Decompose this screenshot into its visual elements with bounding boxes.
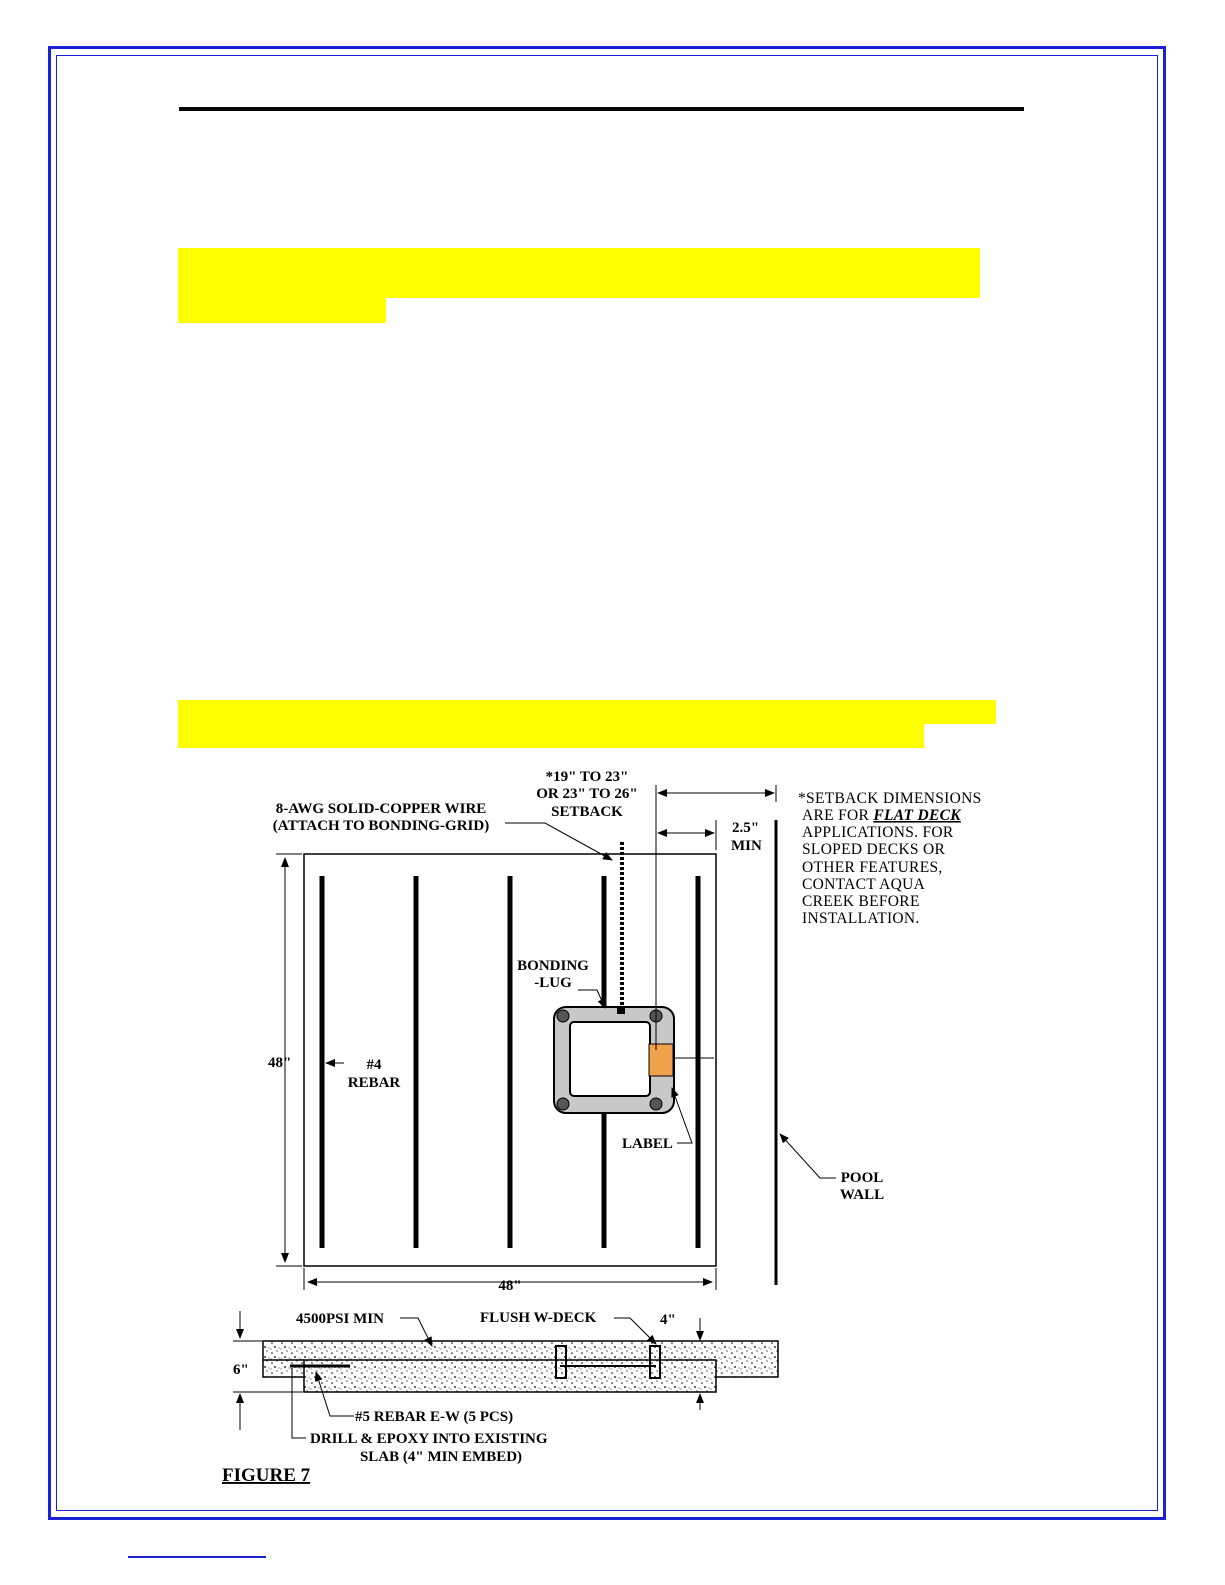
thickness-label: 6" — [233, 1362, 249, 1378]
rebar-label-line1: #4 — [366, 1057, 382, 1073]
figure-caption: FIGURE 7 — [222, 1465, 311, 1486]
svg-text:*SETBACK DIMENSIONS: *SETBACK DIMENSIONS — [798, 790, 982, 807]
setback-line1: *19" TO 23" — [545, 769, 629, 785]
bonding-line1: BONDING — [517, 958, 589, 974]
svg-text:ARE FOR FLAT DECK: ARE FOR FLAT DECK — [802, 807, 961, 824]
svg-text:OTHER FEATURES,: OTHER FEATURES, — [802, 859, 943, 876]
bonding-line2: -LUG — [534, 975, 572, 991]
wire-line2: (ATTACH TO BONDING-GRID) — [272, 818, 490, 834]
min-dim-value: 2.5" — [732, 820, 760, 836]
svg-text:CONTACT AQUA: CONTACT AQUA — [802, 876, 926, 893]
setback-line2: OR 23" TO 26" — [536, 786, 638, 802]
flush-label: FLUSH W-DECK — [480, 1310, 597, 1326]
concrete-spec: 4500PSI MIN — [296, 1311, 384, 1327]
setback-note — [798, 790, 982, 927]
depth-label: 4" — [660, 1312, 676, 1328]
label-callout: LABEL — [622, 1136, 673, 1152]
min-dim-label: MIN — [731, 838, 762, 854]
svg-text:APPLICATIONS. FOR: APPLICATIONS. FOR — [802, 824, 954, 841]
slab-section — [263, 1341, 778, 1392]
setback-line3: SETBACK — [551, 804, 623, 820]
drill-line2: SLAB (4" MIN EMBED) — [359, 1449, 523, 1465]
rebar5-label: #5 REBAR E-W (5 PCS) — [355, 1409, 514, 1425]
pool-wall-line2: WALL — [839, 1187, 885, 1203]
rebar-label-line2: REBAR — [347, 1075, 401, 1091]
wire-line1: 8-AWG SOLID-COPPER WIRE — [275, 801, 487, 817]
drill-line1: DRILL & EPOXY INTO EXISTING — [310, 1431, 548, 1447]
slab-width-label: 48" — [498, 1278, 522, 1294]
label-plate — [649, 1044, 673, 1076]
svg-text:INSTALLATION.: INSTALLATION. — [802, 910, 920, 927]
svg-text:CREEK BEFORE: CREEK BEFORE — [802, 893, 920, 910]
slab-height-label: 48" — [268, 1055, 292, 1071]
pool-wall-line1: POOL — [840, 1170, 884, 1186]
svg-text:SLOPED DECKS OR: SLOPED DECKS OR — [802, 841, 946, 858]
footer-link-underline[interactable] — [128, 1556, 266, 1558]
